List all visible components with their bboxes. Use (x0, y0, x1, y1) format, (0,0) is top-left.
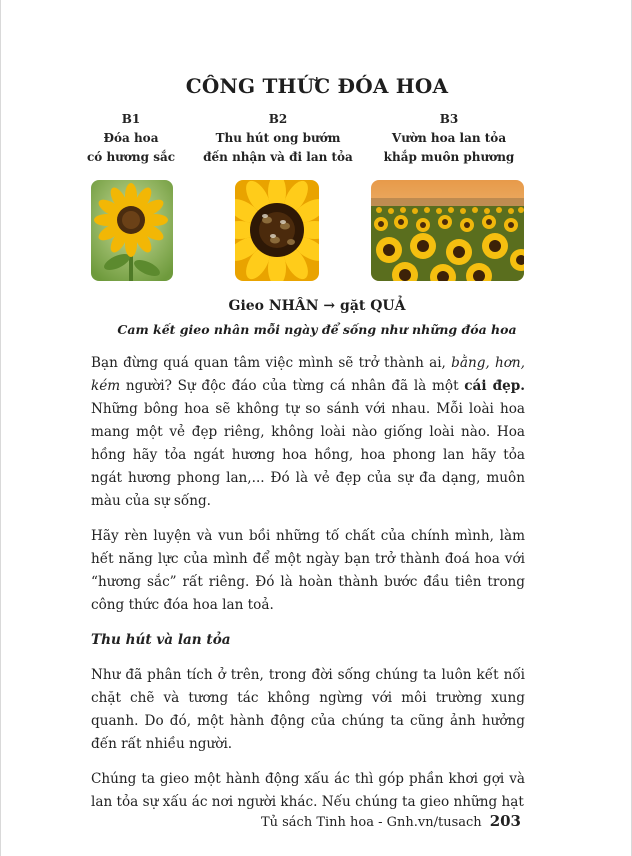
step-b3 (369, 110, 529, 167)
section-title: Thu hút và lan tỏa (91, 632, 231, 648)
sunflower-photo (91, 180, 173, 281)
section-heading: Gieo NHÂN → gặt QUẢ (228, 298, 406, 314)
step-line: có hương sắc (86, 150, 176, 164)
sunflower-with-bees-photo (235, 180, 319, 281)
step-line: Đóa hoa (103, 131, 159, 145)
step-line: khắp muôn phương (383, 150, 515, 164)
body-text (91, 352, 525, 826)
step-number: B3 (439, 112, 459, 126)
footer-text: Tủ sách Tinh hoa - Gnh.vn/tusach (260, 815, 482, 830)
paragraph-3: Như đã phân tích ở trên, trong đời sống chúng ta luôn kết nối chặt chẽ và tương tác không ngừng với môi trường xung quanh. Do đó, một hành động của chúng ta cũng ảnh hưởng đến rất nhiều người. (91, 667, 525, 752)
step-line: Thu hút ong bướm (215, 131, 341, 145)
page-number: 203 (489, 812, 521, 830)
section-subheading: Cam kết gieo nhân mỗi ngày để sống như những đóa hoa (117, 322, 517, 337)
step-b1 (81, 110, 181, 167)
step-number: B2 (268, 112, 288, 126)
paragraph-2: Hãy rèn luyện và vun bồi những tố chất của chính mình, làm hết năng lực của mình để một ngày bạn trở thành đoá hoa với “hương sắc” rất riêng. Đó là hoàn thành bước đầu tiên trong công thức đóa hoa lan toả. (91, 528, 525, 613)
paragraph-4: Chúng ta gieo một hành động xấu ác thì góp phần khơi gợi và lan tỏa sự xấu ác nơi người khác. Nếu chúng ta gieo những hạt (91, 771, 525, 810)
page-title: CÔNG THỨC ĐÓA HOA (185, 74, 449, 98)
sunflower-field-photo (371, 180, 524, 281)
step-line: đến nhận và đi lan tỏa (203, 150, 353, 164)
step-b2 (198, 110, 358, 167)
step-line: Vườn hoa lan tỏa (391, 131, 507, 145)
step-number: B1 (121, 112, 141, 126)
page-footer (261, 812, 521, 830)
paragraph-1: Bạn đừng quá quan tâm việc mình sẽ trở thành ai, bằng, hơn, kém người? Sự độc đáo của từng cá nhân đã là một cái đẹp. Những bông hoa sẽ không tự so sánh với nhau. Mỗi loài hoa mang một vẻ đẹp riêng, không loài nào giống loài nào. Hoa hồng hãy tỏa ngát hương hoa hồng, hoa phong lan hãy tỏa ngát hương phong lan,... Đó là vẻ đẹp của sự đa dạng, muôn màu của sự sống. (91, 355, 525, 509)
